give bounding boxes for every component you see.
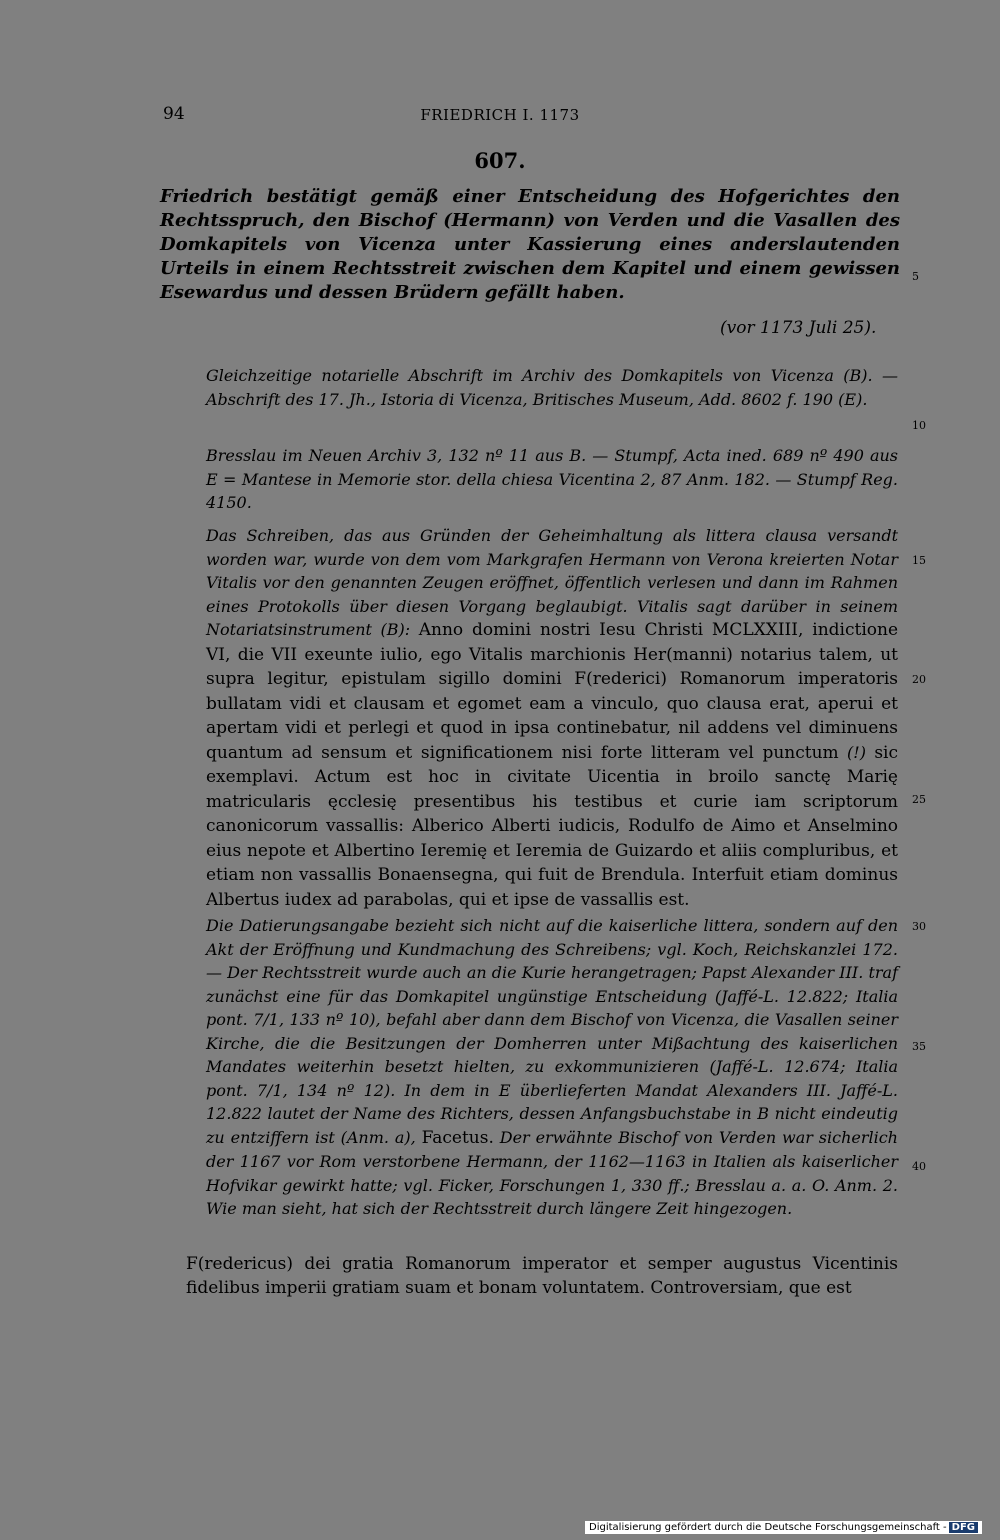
commentary-b: Der erwähnte Bischof von Verden war sicherlich der 1167 vor Rom verstorbene Hermann, der 1162—1163 in Italien als kaiserlicher Hofvikar gewirkt hatte; vgl. Ficker, Forschungen 1, 330 ff.; Bresslau a. a. O. Anm. 2. Wie man sieht, hat sich der Rechtsstreit durch längere Zeit hingezogen. [206, 1127, 898, 1218]
line-number: 30 [912, 920, 926, 933]
apparatus-editions: Bresslau im Neuen Archiv 3, 132 nº 11 aus B. — Stumpf, Acta ined. 689 nº 490 aus E = Mantese in Memorie stor. della chiesa Vicentina 2, 87 Anm. 182. — Stumpf Reg. 4150. [206, 446, 898, 512]
footer-text: Digitalisierung gefördert durch die Deutsche Forschungsgemeinschaft - [589, 1522, 947, 1533]
regest-summary: Friedrich bestätigt gemäß einer Entscheidung des Hofgerichtes den Rechtsspruch, den Bischof (Hermann) von Verden und die Vasallen des Domkapitels von Vicenza unter Kassierung eines anderslautenden Urteils in einem Rechtsstreit zwischen dem Kapitel und einem gewissen Esewardus und dessen Brüdern gefällt haben. [160, 186, 900, 303]
commentary-name: Facetus. [421, 1127, 494, 1148]
apparatus-sources: Gleichzeitige notarielle Abschrift im Archiv des Domkapitels von Vicenza (B). — Abschrift des 17. Jh., Istoria di Vicenza, Britisches Museum, Add. 8602 f. 190 (E). [206, 366, 898, 409]
line-number: 35 [912, 1040, 926, 1053]
note-sic: (!) [847, 742, 866, 762]
line-number: 15 [912, 554, 926, 567]
line-number: 5 [912, 270, 919, 283]
line-number: 25 [912, 793, 926, 806]
note-quote-a: Anno domini nostri Iesu Christi MCLXXIII, indictione VI, die VII exeunte iulio, ego Vitalis marchionis Her(manni) notarius talem, ut supra legitur, epistulam sigillo domini F(rederici) Romanorum imperatoris bullatam vidi et clausam et egomet eam a vinculo, quo clausa erat, aperui et apertam vidi et perlegi et quod in ipsa continebatur, nil addens vel diminuens quantum ad sensum et significationem nisi forte litteram vel punctum [206, 620, 899, 763]
line-number: 40 [912, 1160, 926, 1173]
dfg-logo: DFG [949, 1522, 978, 1533]
dfg-footer [585, 1521, 982, 1534]
apparatus-note [206, 524, 898, 912]
text-body-content: F(redericus) dei gratia Romanorum imperator et semper augustus Vicentinis fidelibus imperii gratiam suam et bonam voluntatem. Controversiam, que est [186, 1254, 898, 1298]
commentary-a: Die Datierungsangabe bezieht sich nicht auf die kaiserliche littera, sondern auf den Akt der Eröffnung und Kundmachung des Schreibens; vgl. Koch, Reichskanzlei 172. — Der Rechtsstreit wurde auch an die Kurie herangetragen; Papst Alexander III. traf zunächst eine für das Domkapitel ungünstige Entscheidung (Jaffé-L. 12.822; Italia pont. 7/1, 133 nº 10), befahl aber dann dem Bischof von Vicenza, die Vasallen seiner Kirche, die die Besitzungen der Domherren unter Mißachtung des kaiserlichen Mandates weiterhin besetzt hielten, zu exkommunizieren (Jaffé-L. 12.674; Italia pont. 7/1, 134 nº 12). In dem in E überlieferten Mandat Alexanders III. Jaffé-L. 12.822 lautet der Name des Richters, dessen Anfangsbuchstabe in B nicht eindeutig zu entziffern ist (Anm. a), [206, 916, 898, 1147]
document-date: (vor 1173 Juli 25). [720, 318, 877, 338]
note-intro: Das Schreiben, das aus Gründen der Geheimhaltung als littera clausa versandt worden war, wurde von dem vom Markgrafen Hermann von Verona kreierten Notar Vitalis vor den genannten Zeugen eröffnet, öffentlich verlesen und dann im Rahmen eines Protokolls über diesen Vorgang beglaubigt. Vitalis sagt darüber in seinem Notariatsinstrument (B): [206, 526, 898, 639]
text-body [160, 1252, 898, 1300]
line-number: 10 [912, 419, 926, 432]
document-number: 607. [474, 148, 526, 173]
apparatus-commentary [206, 914, 898, 1221]
line-number: 20 [912, 673, 926, 686]
running-title: FRIEDRICH I. 1173 [420, 106, 580, 124]
page-number: 94 [163, 104, 185, 124]
note-quote-b: sic exemplavi. Actum est hoc in civitate Uicentia in broilo sanctę Marię matricularis ęcclesię presentibus his testibus et curie iam scriptorum canonicorum vassallis: Alberico Alberti iudicis, Rodulfo de Aimo et Anselmino eius nepote et Albertino Ieremię et Ieremia de Guizardo et aliis compluribus, et etiam non vassallis Bonaensegna, qui fuit de Brendula. Interfuit etiam dominus Albertus iudex ad parabolas, qui et ipse de vassallis est. [206, 742, 898, 910]
